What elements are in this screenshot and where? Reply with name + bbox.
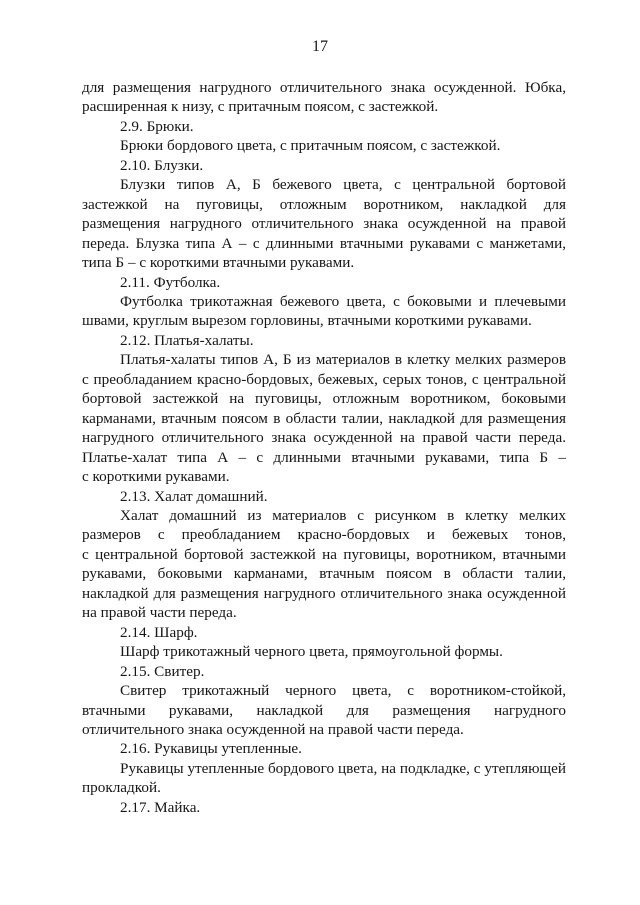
section-heading-line: 2.13. Халат домашний.	[120, 487, 268, 505]
text-line: Халат домашний из материалов с рисунком в клетку мелких	[120, 506, 566, 524]
section-heading-line: 2.10. Блузки.	[120, 156, 204, 174]
text-line: Блузки типов А, Б бежевого цвета, с центральной бортовой	[120, 176, 566, 194]
text-line: застежкой на пуговицы, отложным воротником, накладкой для	[82, 195, 566, 213]
text-line: карманами, втачным поясом в области талии, накладкой для размещения	[82, 409, 566, 427]
text-line: размещения нагрудного отличительного знака осужденной на правой	[82, 215, 566, 233]
text-line: типа Б – с короткими втачными рукавами.	[82, 254, 355, 272]
text-line: с центральной бортовой застежкой на пуговицы, воротником, втачными	[82, 545, 566, 563]
document-body	[82, 78, 566, 817]
text-line: швами, круглым вырезом горловины, втачными короткими рукавами.	[82, 312, 532, 330]
text-line: с преобладанием красно-бордовых, бежевых, серых тонов, с центральной	[82, 370, 566, 388]
section-heading-line: 2.11. Футболка.	[120, 273, 221, 291]
text-line: Брюки бордового цвета, с притачным поясом, с застежкой.	[120, 137, 501, 155]
section-heading-line: 2.9. Брюки.	[120, 117, 194, 135]
section-heading-line: 2.12. Платья-халаты.	[120, 331, 254, 349]
text-line: бортовой застежкой на пуговицы, отложным воротником, боковыми	[82, 390, 566, 408]
text-line: размеров с преобладанием красно-бордовых и бежевых тонов,	[82, 526, 566, 544]
text-line: расширенная к низу, с притачным поясом, с застежкой.	[82, 98, 439, 116]
text-line: на правой части переда.	[82, 604, 237, 622]
section-heading-line: 2.17. Майка.	[120, 798, 201, 816]
text-line: Футболка трикотажная бежевого цвета, с боковыми и плечевыми	[120, 292, 566, 310]
text-line: Шарф трикотажный черного цвета, прямоугольной формы.	[120, 643, 503, 661]
text-line: рукавами, боковыми карманами, втачным поясом в области талии,	[82, 565, 566, 583]
section-heading-line: 2.14. Шарф.	[120, 623, 198, 641]
text-line: прокладкой.	[82, 779, 161, 797]
page-number: 17	[312, 38, 328, 55]
text-line: накладкой для размещения нагрудного отличительного знака осужденной	[82, 584, 566, 602]
text-line: Свитер трикотажный черного цвета, с воротником-стойкой,	[120, 682, 566, 700]
text-line: нагрудного отличительного знака осужденной на правой части переда.	[82, 429, 566, 447]
text-line: переда. Блузка типа А – с длинными втачными рукавами с манжетами,	[82, 234, 566, 252]
text-line: с короткими рукавами.	[82, 468, 230, 486]
section-heading-line: 2.16. Рукавицы утепленные.	[120, 740, 302, 758]
text-line: Рукавицы утепленные бордового цвета, на подкладке, с утепляющей	[120, 759, 566, 777]
text-line: отличительного знака осужденной на правой части переда.	[82, 720, 464, 738]
section-heading-line: 2.15. Свитер.	[120, 662, 205, 680]
text-line: Платья-халаты типов А, Б из материалов в клетку мелких размеров	[120, 351, 566, 369]
text-line: втачными рукавами, накладкой для размещения нагрудного	[82, 701, 566, 719]
text-line: Платье-халат типа А – с длинными втачными рукавами, типа Б –	[82, 448, 566, 466]
text-line: для размещения нагрудного отличительного знака осужденной. Юбка,	[82, 79, 566, 96]
